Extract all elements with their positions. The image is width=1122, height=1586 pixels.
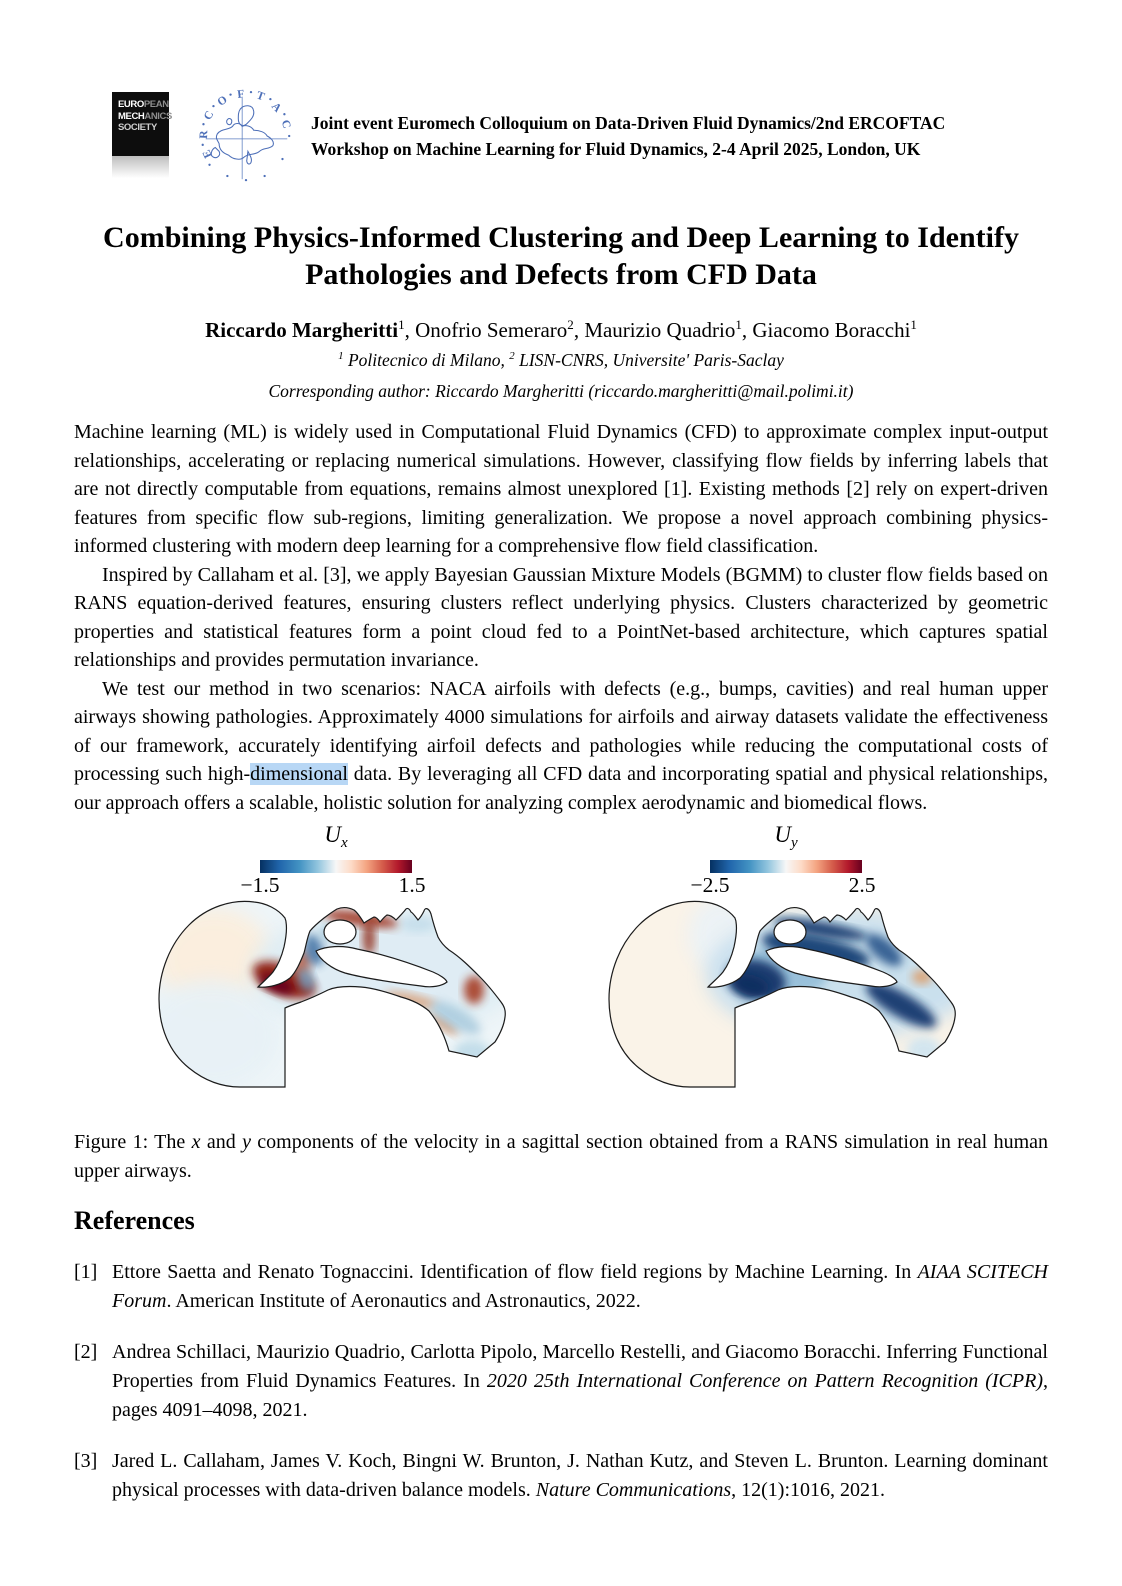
ems-line1: EUROPEAN [118,99,169,110]
uy-velocity-field-image [606,900,966,1095]
author-name: Maurizio Quadrio [584,318,736,342]
uy-colorbar-min: −2.5 [690,873,730,897]
ux-colorbar-min: −1.5 [240,873,280,897]
reference-item-2 [74,1338,1048,1425]
uy-field-colors [606,900,966,1095]
svg-text:A: A [268,100,284,115]
author-name: Onofrio Semeraro [415,318,568,342]
uy-colorbar [710,860,862,873]
selection-highlight: dimensional [250,763,348,785]
ux-colorbar-wrap [240,860,426,897]
author-name: Giacomo Boracchi [752,318,911,342]
reference-label: [3] [74,1450,98,1472]
corresponding-author-line: Corresponding author: Riccardo Margheritti (riccardo.margheritti@mail.polimi.it) [268,381,854,401]
math-y: y [242,1131,251,1153]
figure-caption: Figure 1: The x and y components of the velocity in a sagittal section obtained from a RANS simulation in real human upper airways. [74,1131,1048,1182]
abstract-paragraph-1: Machine learning (ML) is widely used in Computational Fluid Dynamics (CFD) to approximate complex input-output relationships, accelerating or replacing numerical simulations. However, classifying flow fields by inferring labels that are not directly computable from equations, remains almost unexplored [1]. Existing methods [2] rely on expert-driven features from specific flow sub-regions, limiting generalization. We propose a novel approach combining physics-informed clustering with modern deep learning for a comprehensive flow field classification. [74,421,1048,557]
figure-panel-uy [605,822,967,1095]
author-affiliation-sup: 2 [567,317,574,332]
header [112,88,1048,189]
uy-colorbar-wrap [690,860,876,897]
euromech-logo-box [112,92,172,156]
ux-label: $U_x$ [324,822,348,851]
abstract-paragraph-3: We test our method in two scenarios: NACA airfoils with defects (e.g., bumps, cavities) and real human upper airways showing pathologies. Approximately 4000 simulations for airfoils and airway datasets validate the effectiveness of our framework, accurately identifying airfoil defects and pathologies while reducing the computational costs of processing such high-dimensional data. By leveraging all CFD data and incorporating spatial and physical relationships, our approach offers a scalable, holistic solution for analyzing complex aerodynamic and biomedical flows. [74,677,1049,814]
abstract [74,418,1048,817]
ux-colorbar [260,860,412,873]
ems-line3: SOCIETY [118,122,157,133]
affiliation-line: $^1$ Politecnico di Milano, $^2$ LISN-CNRS, Universite' Paris-Saclay [338,350,784,370]
references-heading: References [74,1206,195,1235]
reference-text: Andrea Schillaci, Maurizio Quadrio, Carlotta Pipolo, Marcello Restelli, and Giacomo Boracchi. Inferring Functional Properties from Fluid Dynamics Features. In 2020 25th International Conference on Pattern Recognition (ICPR), pages 4091–4098, 2021. [112,1341,1048,1421]
author-list: Riccardo Margheritti$^1$, Onofrio Semeraro$^2$, Maurizio Quadrio$^1$, Giacomo Boracchi$^1$ [205,317,917,342]
figure-1 [74,822,1048,1095]
author-affiliation-sup: 1 [735,317,742,332]
ercoftac-logo-icon [197,88,295,184]
author-affiliation-sup: 1 [398,317,405,332]
reference-label: [2] [74,1341,98,1363]
svg-text:E: E [200,147,215,160]
ux-field-colors [156,900,516,1095]
reference-text: Ettore Saetta and Renato Tognaccini. Identification of flow field regions by Machine Learning. In AIAA SCITECH Forum. American Institute of Aeronautics and Astronautics, 2022. [112,1261,1048,1312]
ercoftac-letters [198,88,293,160]
uy-label: $U_y$ [774,822,798,851]
figure-panel-ux [155,822,517,1095]
svg-text:R: R [197,130,211,139]
svg-text:T: T [254,89,267,104]
svg-text:O: O [215,93,230,109]
euromech-logo [112,92,172,178]
svg-text:F: F [236,88,246,101]
author-affiliation-sup: 1 [910,317,917,332]
math-x: x [191,1131,201,1153]
event-title: Joint event Euromech Colloquium on Data-Driven Fluid Dynamics/2nd ERCOFTAC Workshop on Machine Learning for Fluid Dynamics, 2-4 April 2025, London, UK [311,113,946,159]
uy-colorbar-max: 2.5 [848,873,876,897]
svg-text:C: C [201,109,217,123]
paper-title: Combining Physics-Informed Clustering and Deep Learning to Identify Pathologies and Defects from CFD Data [103,221,1019,291]
ercoftac-logo [197,88,295,189]
reference-label: [1] [74,1261,98,1283]
abstract-paragraph-2: Inspired by Callaham et al. [3], we apply Bayesian Gaussian Mixture Models (BGMM) to cluster flow fields based on RANS equation-derived features, ensuring clusters reflect underlying physics. Clusters characterized by geometric properties and statistical features form a point cloud fed to a PointNet-based architecture, which captures spatial relationships and provides permutation invariance. [74,563,1048,671]
logo-reflection [112,156,169,178]
ux-colorbar-max: 1.5 [398,873,426,897]
reference-item-3 [74,1447,1048,1505]
reference-text: Jared L. Callaham, James V. Koch, Bingni W. Brunton, J. Nathan Kutz, and Steven L. Brunton. Learning dominant physical processes with data-driven balance models. Nature Communications, 12(1):1016, 2021. [112,1450,1048,1501]
reference-item-1 [74,1258,1048,1316]
ems-line2: MECHANICS [118,110,172,122]
svg-text:C: C [278,118,293,131]
author-name: Riccardo Margheritti [205,318,399,342]
ux-velocity-field-image [156,900,516,1095]
